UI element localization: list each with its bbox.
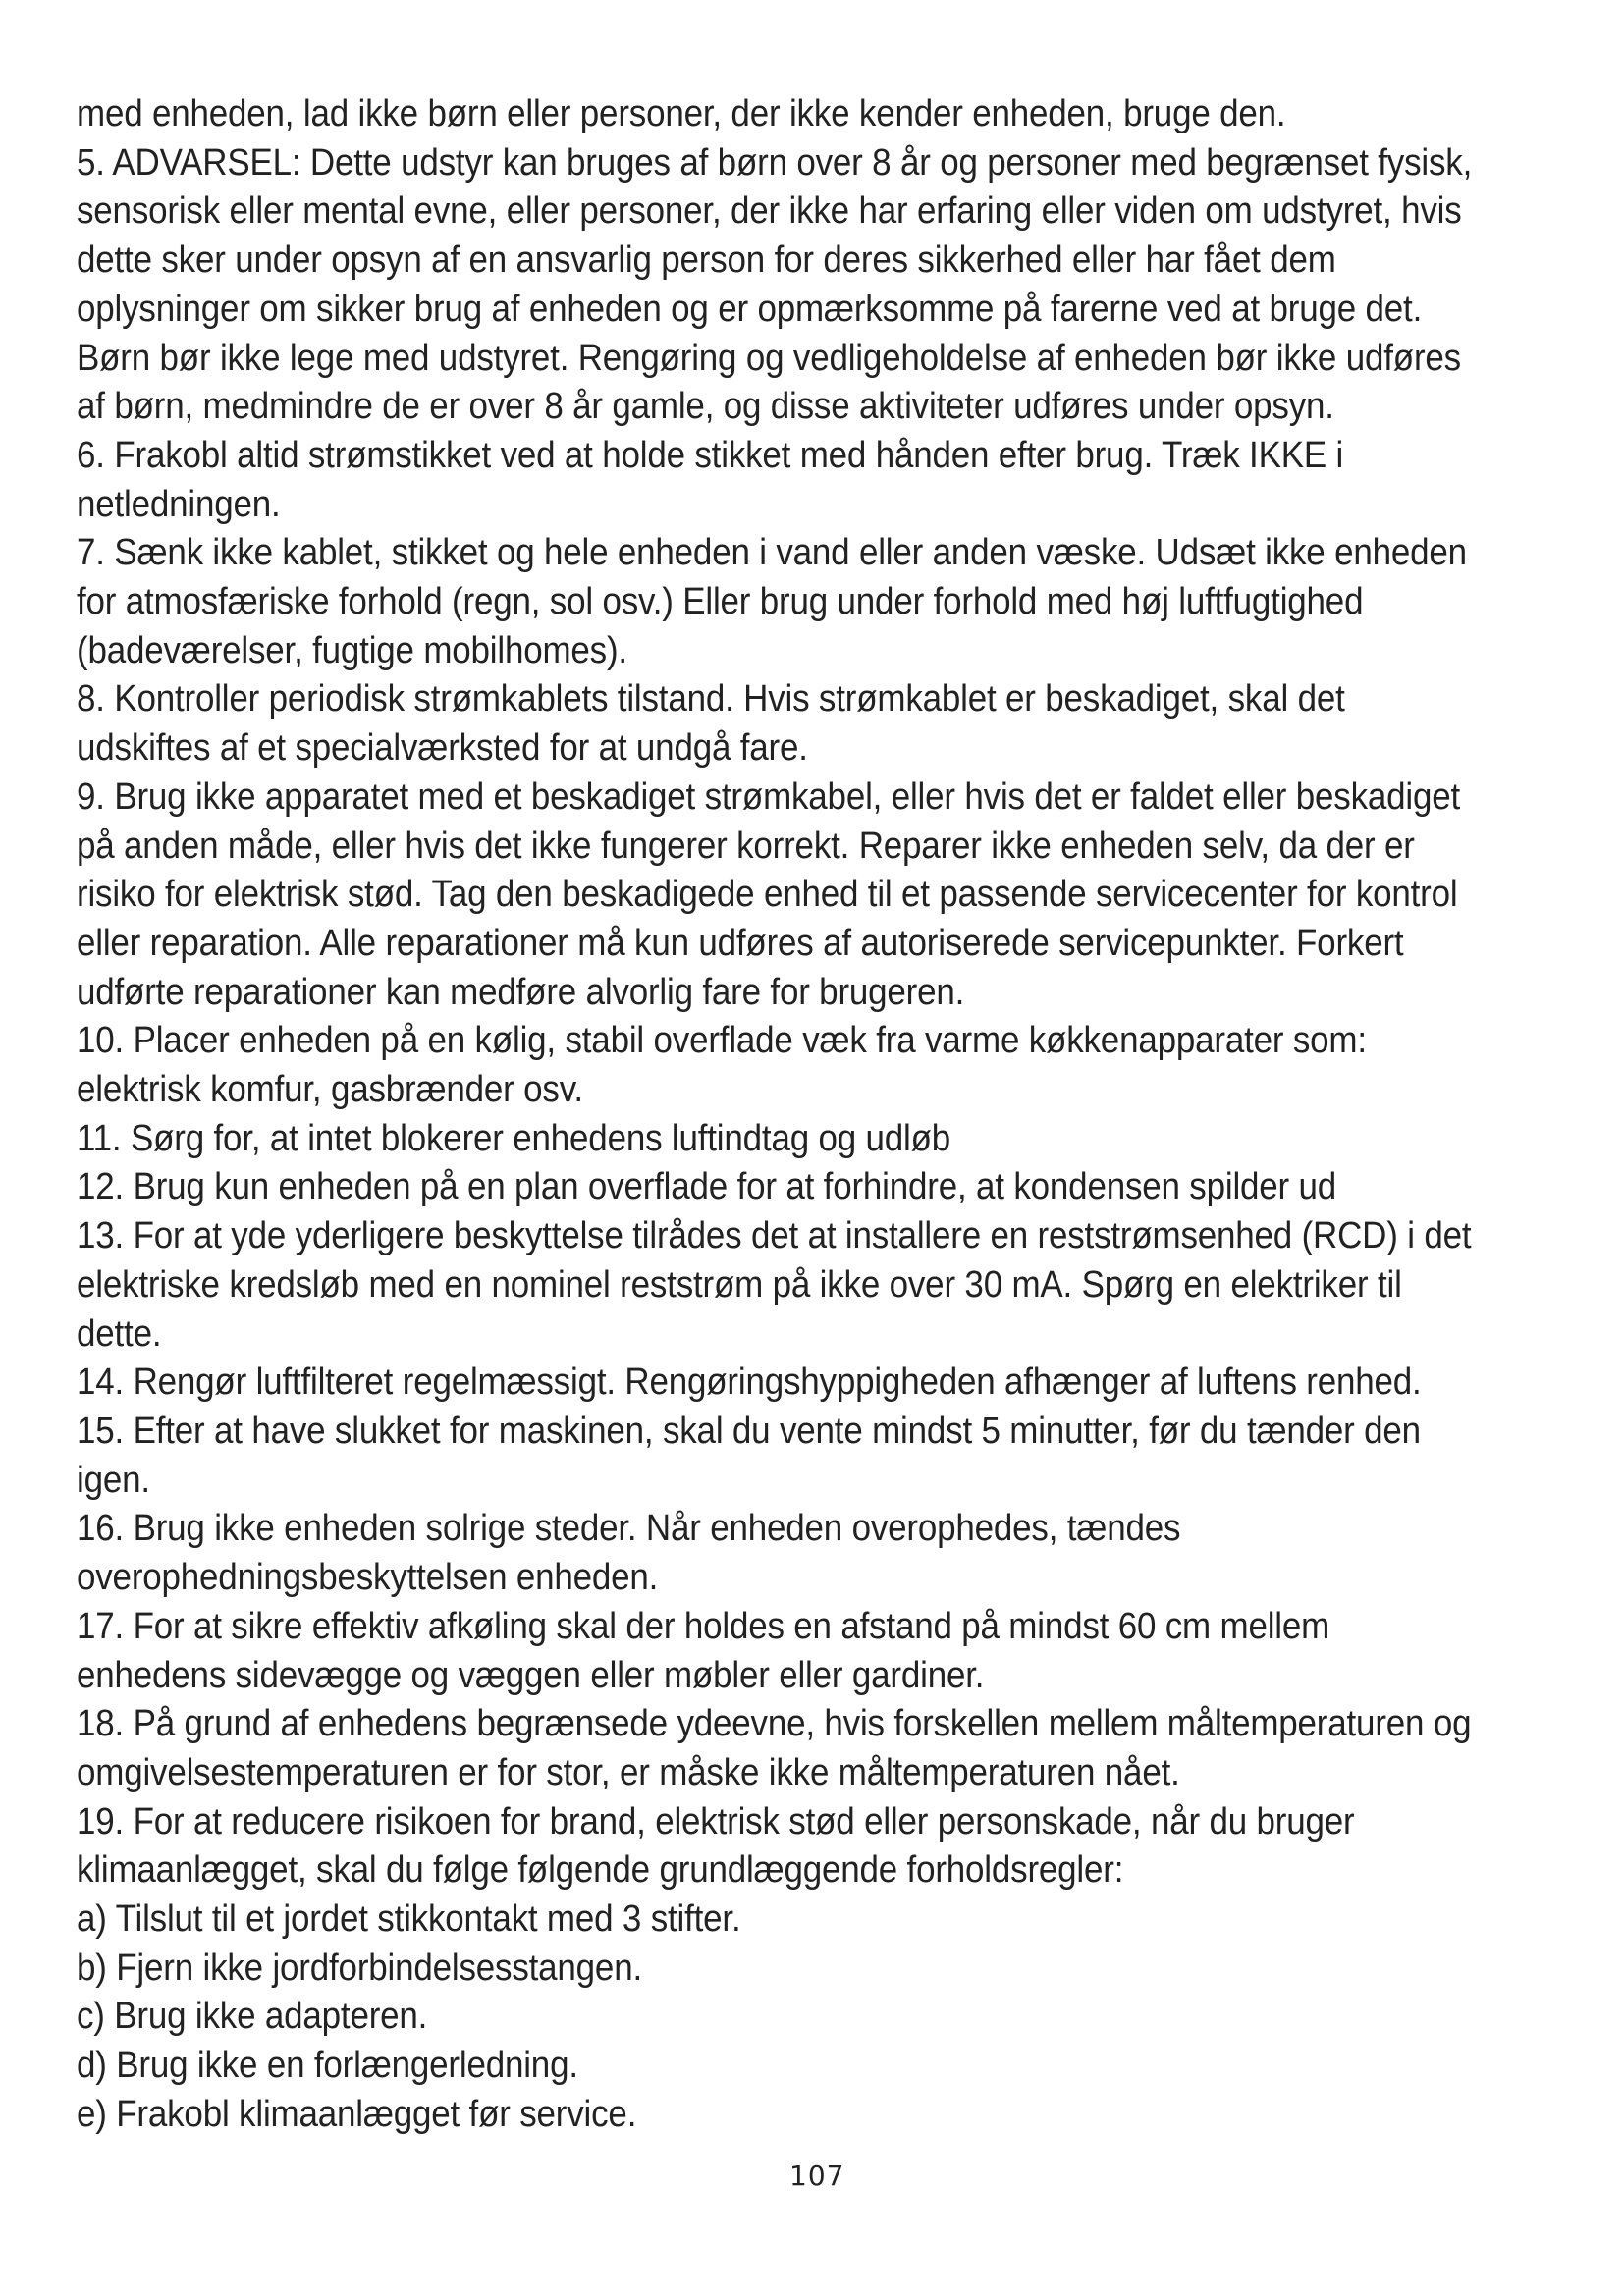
text-line: af børn, medmindre de er over 8 år gamle, og disse aktiviteter udføres under opsyn. bbox=[77, 386, 1334, 428]
text-line: 7. Sænk ikke kablet, stikket og hele enheden i vand eller anden væske. Udsæt ikke enheden bbox=[77, 532, 1467, 574]
text-line: for atmosfæriske forhold (regn, sol osv.) Eller brug under forhold med høj luftfugtighed bbox=[77, 581, 1364, 623]
text-line: 12. Brug kun enheden på en plan overflade for at forhindre, at kondensen spilder ud bbox=[77, 1166, 1337, 1208]
text-line: b) Fjern ikke jordforbindelsesstangen. bbox=[77, 1947, 642, 1989]
page-number: 107 bbox=[789, 2160, 845, 2192]
text-line: elektriske kredsløb med en nominel reststrøm på ikke over 30 mA. Spørg en elektriker til bbox=[77, 1263, 1402, 1306]
text-line: Børn bør ikke lege med udstyret. Rengøring og vedligeholdelse af enheden bør ikke udføres bbox=[77, 337, 1461, 379]
text-line: 19. For at reducere risikoen for brand, elektrisk stød eller personskade, når du bruger bbox=[77, 1800, 1355, 1842]
text-line: 6. Frakobl altid strømstikket ved at holde stikket med hånden efter brug. Træk IKKE i bbox=[77, 434, 1344, 476]
text-line: (badeværelser, fugtige mobilhomes). bbox=[77, 629, 627, 671]
text-line: 8. Kontroller periodisk strømkablets tilstand. Hvis strømkablet er beskadiget, skal det bbox=[77, 678, 1345, 721]
text-line: klimaanlægget, skal du følge følgende grundlæggende forholdsregler: bbox=[77, 1849, 1124, 1892]
text-line: oplysninger om sikker brug af enheden og er opmærksomme på farerne ved at bruge det. bbox=[77, 288, 1423, 330]
text-line: d) Brug ikke en forlængerledning. bbox=[77, 2045, 578, 2087]
text-line: omgivelsestemperaturen er for stor, er måske ikke måltemperaturen nået. bbox=[77, 1751, 1180, 1793]
text-line: eller reparation. Alle reparationer må kun udføres af autoriserede servicepunkter. Forkert bbox=[77, 922, 1404, 964]
text-line: udførte reparationer kan medføre alvorlig fare for brugeren. bbox=[77, 971, 965, 1013]
text-line: 13. For at yde yderligere beskyttelse tilrådes det at installere en reststrømsenhed (RCD) i det bbox=[77, 1215, 1472, 1257]
text-line: 15. Efter at have slukket for maskinen, skal du vente mindst 5 minutter, før du tænder den bbox=[77, 1410, 1421, 1452]
text-line: e) Frakobl klimaanlægget før service. bbox=[77, 2093, 637, 2135]
text-line: 5. ADVARSEL: Dette udstyr kan bruges af børn over 8 år og personer med begrænset fysisk, bbox=[77, 141, 1473, 184]
text-line: netledningen. bbox=[77, 483, 281, 525]
text-line: 10. Placer enheden på en kølig, stabil overflade væk fra varme køkkenapparater som: bbox=[77, 1020, 1367, 1062]
text-line: overophedningsbeskyttelsen enheden. bbox=[77, 1557, 659, 1599]
text-line: 14. Rengør luftfilteret regelmæssigt. Rengøringshyppigheden afhænger af luftens renhed. bbox=[77, 1362, 1422, 1404]
text-line: a) Tilslut til et jordet stikkontakt med 3 stifter. bbox=[77, 1898, 741, 1941]
text-line: på anden måde, eller hvis det ikke fungerer korrekt. Reparer ikke enheden selv, da der er bbox=[77, 825, 1415, 867]
text-line: dette sker under opsyn af en ansvarlig person for deres sikkerhed eller har fået dem bbox=[77, 240, 1336, 282]
text-line: elektrisk komfur, gasbrænder osv. bbox=[77, 1069, 583, 1111]
text-line: c) Brug ikke adapteren. bbox=[77, 1996, 428, 2038]
text-line: sensorisk eller mental evne, eller personer, der ikke har erfaring eller viden om udstyret, hvis bbox=[77, 190, 1462, 233]
text-line: 9. Brug ikke apparatet med et beskadiget strømkabel, eller hvis det er faldet eller beskadiget bbox=[77, 775, 1461, 818]
text-line: igen. bbox=[77, 1459, 150, 1501]
body-text bbox=[77, 90, 1569, 2140]
text-line: 18. På grund af enhedens begrænsede ydeevne, hvis forskellen mellem måltemperaturen og bbox=[77, 1703, 1472, 1745]
text-line: med enheden, lad ikke børn eller personer, der ikke kender enheden, bruge den. bbox=[77, 93, 1286, 134]
text-line: 11. Sørg for, at intet blokerer enhedens luftindtag og udløb bbox=[77, 1117, 951, 1159]
text-line: udskiftes af et specialværksted for at undgå fare. bbox=[77, 727, 808, 770]
text-line: risiko for elektrisk stød. Tag den beskadigede enhed til et passende servicecenter for kontrol bbox=[77, 874, 1458, 916]
text-line: 16. Brug ikke enheden solrige steder. Når enheden overophedes, tændes bbox=[77, 1508, 1181, 1550]
text-line: 17. For at sikre effektiv afkøling skal der holdes en afstand på mindst 60 cm mellem bbox=[77, 1605, 1330, 1647]
text-line: enhedens sidevægge og væggen eller møbler eller gardiner. bbox=[77, 1654, 985, 1696]
text-line: dette. bbox=[77, 1312, 162, 1355]
